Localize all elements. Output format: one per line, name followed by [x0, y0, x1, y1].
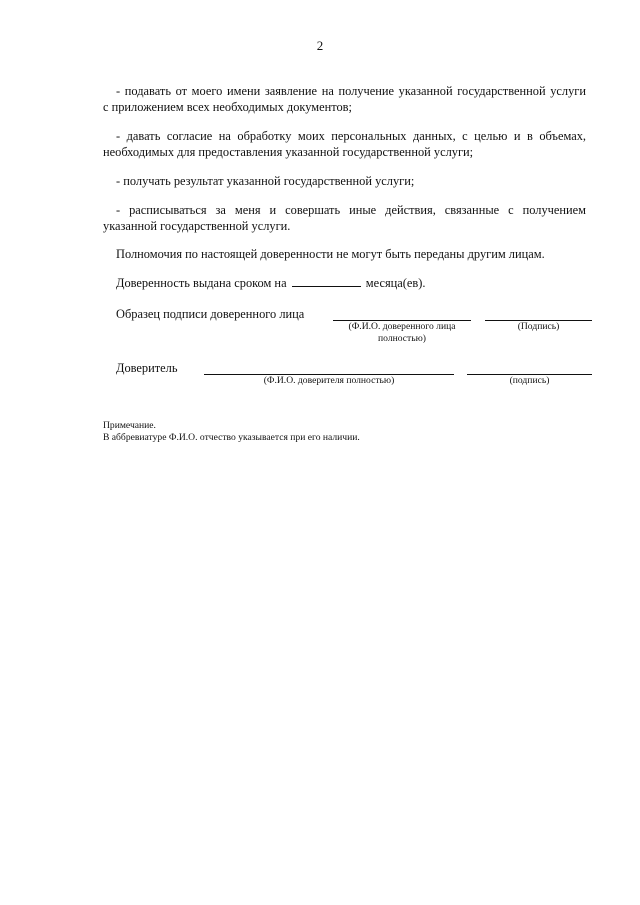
term-blank-field[interactable]: [292, 285, 361, 287]
trustee-name-caption-line: (Ф.И.О. доверенного лица: [348, 321, 456, 332]
trustee-sign-caption: (Подпись): [517, 321, 560, 332]
principal-signature-label: Доверитель: [116, 361, 178, 375]
term-prefix: Доверенность выдана сроком на: [116, 276, 287, 290]
term-suffix: месяца(ев).: [365, 276, 426, 290]
list-item-line: - получать результат указанной государственной услуги;: [116, 174, 415, 188]
powers-note: [103, 246, 586, 262]
trustee-name-caption: [333, 321, 471, 345]
list-item: [103, 202, 586, 234]
principal-name-caption: (Ф.И.О. доверителя полностью): [263, 375, 395, 386]
trustee-signature-label: Образец подписи доверенного лица: [116, 307, 305, 321]
list-item-line: с приложением всех необходимых документов;: [103, 100, 352, 114]
list-item-line: необходимых для предоставления указанной государственной услуги;: [103, 145, 474, 159]
footnote-text: В аббревиатуре Ф.И.О. отчество указывается при его наличии.: [103, 432, 360, 443]
list-item: [103, 83, 586, 115]
term-line: [116, 275, 425, 291]
powers-note-text: Полномочия по настоящей доверенности не могут быть переданы другим лицам.: [116, 247, 545, 261]
trustee-name-caption-line: полностью): [378, 333, 426, 344]
principal-sign-caption: (подпись): [509, 375, 550, 386]
list-item-line: - подавать от моего имени заявление на получение указанной государственной услуги: [116, 84, 586, 98]
list-item-line: указанной государственной услуги.: [103, 219, 291, 233]
list-item-line: - расписываться за меня и совершать иные действия, связанные с получением: [116, 203, 586, 217]
page-number: 2: [316, 38, 324, 53]
list-item-line: - давать согласие на обработку моих персональных данных, с целью и в объемах,: [116, 129, 586, 143]
list-item: [103, 173, 586, 189]
list-item: [103, 128, 586, 160]
footnote-title: Примечание.: [103, 420, 156, 431]
